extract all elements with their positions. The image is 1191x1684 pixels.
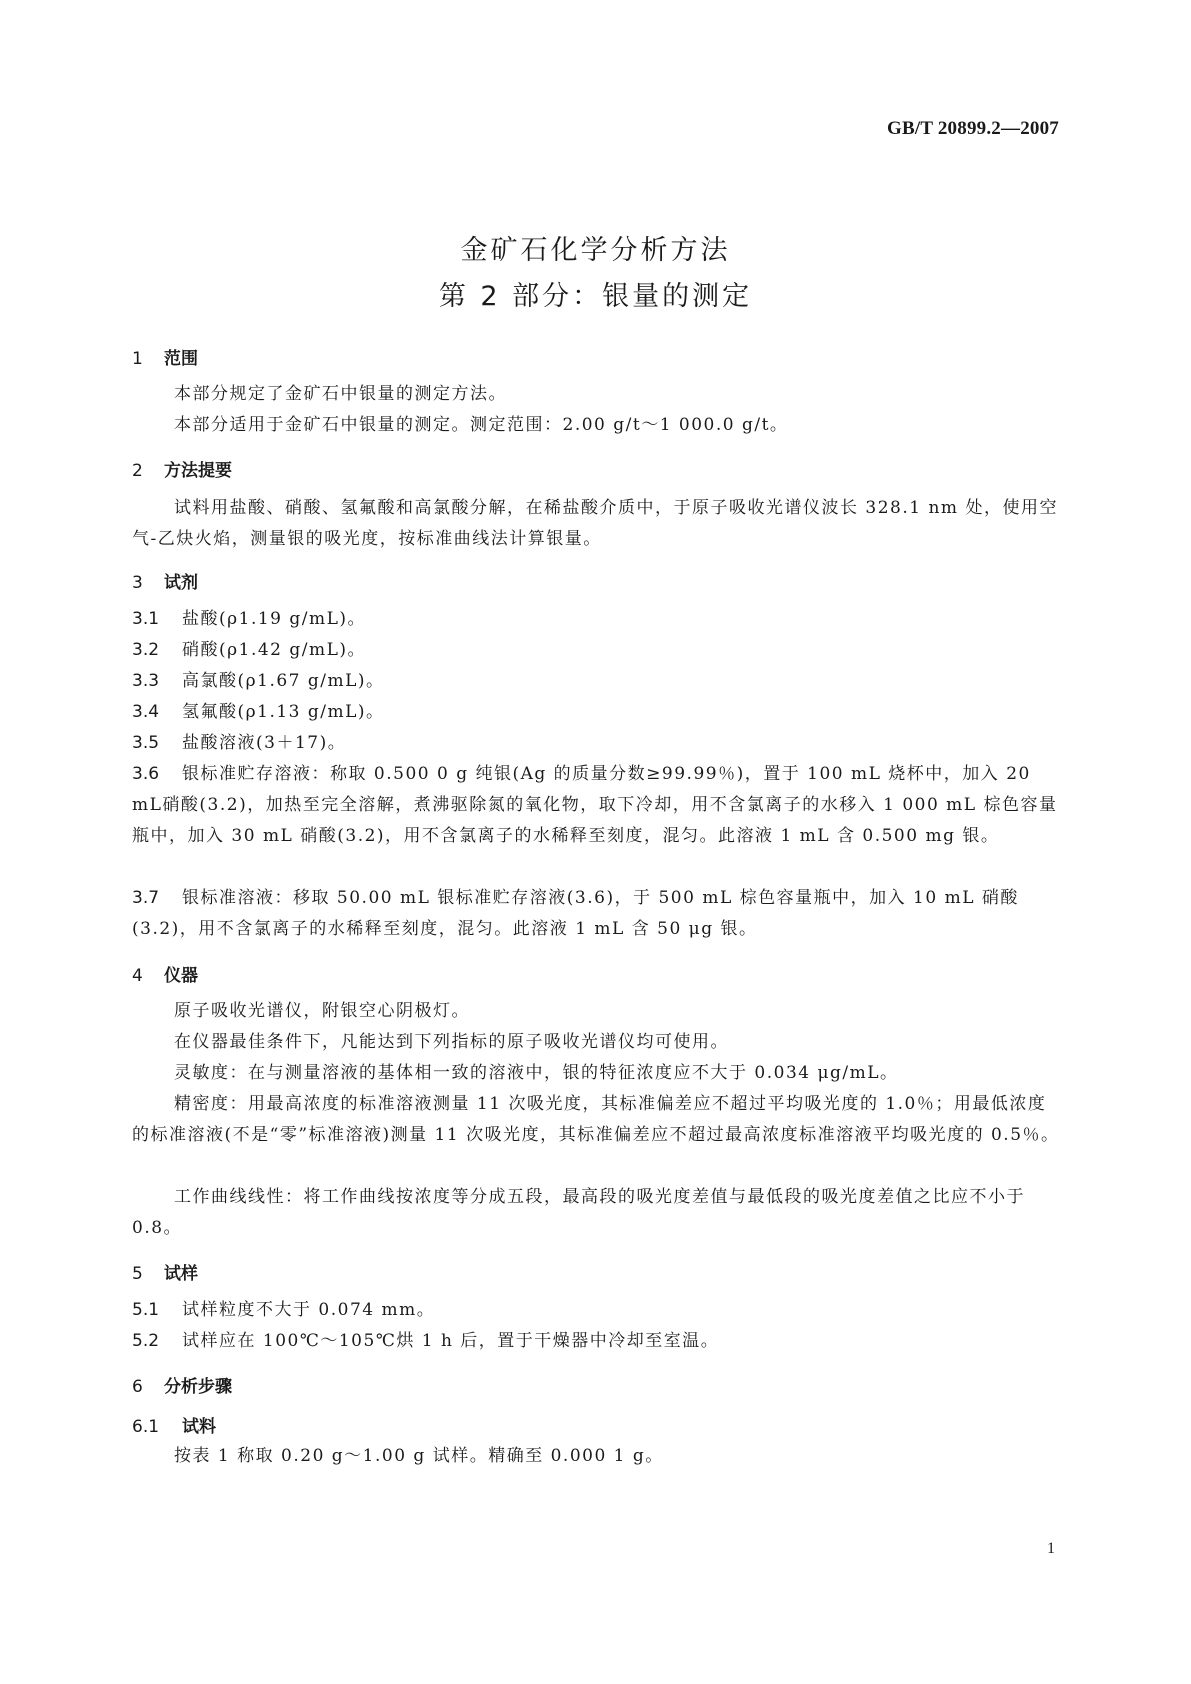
list-item — [132, 604, 1061, 635]
subsection-heading-test-portion — [132, 1412, 216, 1437]
paragraph: 在仪器最佳条件下，凡能达到下列指标的原子吸收光谱仪均可使用。 — [174, 1032, 729, 1052]
section-number: 3 — [132, 573, 143, 593]
section-number: 6 — [132, 1377, 143, 1397]
item-number: 3.7 — [132, 888, 160, 908]
section-number: 5 — [132, 1264, 143, 1284]
section-number: 4 — [132, 966, 143, 986]
item-text: 高氯酸(ρ1.67 g/mL)。 — [182, 671, 385, 691]
paragraph: 工作曲线线性：将工作曲线按浓度等分成五段，最高段的吸光度差值与最低段的吸光度差值之比应不小于 0.8。 — [132, 1187, 1025, 1238]
document-title: 金矿石化学分析方法 — [460, 235, 731, 266]
subsection-number: 6.1 — [132, 1417, 160, 1437]
standard-code: GB/T 20899.2—2007 — [887, 118, 1059, 139]
item-text: 银标准贮存溶液：称取 0.500 0 g 纯银(Ag 的质量分数≥99.99％)，置于 100 mL 烧杯中，加入 20 mL硝酸(3.2)，加热至完全溶解，煮沸驱除氮的氧化物，取下冷却，用不含氯离子的水移入 1 000 mL 棕色容量瓶中，加入 30 mL 硝酸(3.2)，用不含氯离子的水稀释至刻度，混匀。此溶液 1 mL 含 0.500 mg 银。 — [132, 764, 1058, 846]
list-item — [132, 883, 1061, 945]
paragraph: 原子吸收光谱仪，附银空心阴极灯。 — [174, 1001, 470, 1021]
item-number: 3.2 — [132, 640, 160, 660]
paragraph: 本部分规定了金矿石中银量的测定方法。 — [174, 384, 507, 404]
item-text: 银标准溶液：移取 50.00 mL 银标准贮存溶液(3.6)，于 500 mL 棕色容量瓶中，加入 10 mL 硝酸(3.2)，用不含氯离子的水稀释至刻度，混匀。此溶液 1 mL 含 50 μg 银。 — [132, 888, 1019, 939]
subsection-title: 试料 — [182, 1417, 216, 1437]
list-item — [132, 697, 1061, 728]
item-text: 盐酸(ρ1.19 g/mL)。 — [182, 609, 367, 629]
item-text: 氢氟酸(ρ1.13 g/mL)。 — [182, 702, 385, 722]
section-title: 方法提要 — [164, 461, 232, 481]
item-number: 5.1 — [132, 1300, 160, 1320]
list-item — [132, 1326, 1061, 1357]
item-number: 3.4 — [132, 702, 160, 722]
paragraph: 灵敏度：在与测量溶液的基体相一致的溶液中，银的特征浓度应不大于 0.034 μg/mL。 — [174, 1063, 899, 1083]
list-item — [132, 728, 1061, 759]
paragraph: 试料用盐酸、硝酸、氢氟酸和高氯酸分解，在稀盐酸介质中，于原子吸收光谱仪波长 328.1 nm 处，使用空气-乙炔火焰，测量银的吸光度，按标准曲线法计算银量。 — [132, 498, 1058, 549]
item-text: 试样应在 100℃～105℃烘 1 h 后，置于干燥器中冷却至室温。 — [182, 1331, 720, 1351]
item-text: 硝酸(ρ1.42 g/mL)。 — [182, 640, 367, 660]
page-number: 1 — [1047, 1540, 1055, 1557]
document-subtitle: 第 2 部分：银量的测定 — [438, 281, 753, 312]
item-number: 3.1 — [132, 609, 160, 629]
section-heading-apparatus — [132, 961, 198, 986]
list-item — [132, 635, 1061, 666]
section-heading-scope — [132, 344, 198, 369]
section-number: 1 — [132, 349, 143, 369]
list-item — [132, 1295, 1061, 1326]
section-heading-principle — [132, 456, 232, 481]
list-item — [132, 759, 1061, 852]
paragraph: 本部分适用于金矿石中银量的测定。测定范围：2.00 g/t～1 000.0 g/t。 — [174, 415, 789, 435]
item-text: 盐酸溶液(3＋17)。 — [182, 733, 347, 753]
list-item — [132, 666, 1061, 697]
item-number: 3.5 — [132, 733, 160, 753]
section-heading-sample — [132, 1259, 198, 1284]
section-heading-procedure — [132, 1372, 232, 1397]
section-heading-reagents — [132, 568, 198, 593]
paragraph: 按表 1 称取 0.20 g～1.00 g 试样。精确至 0.000 1 g。 — [174, 1446, 664, 1466]
section-title: 分析步骤 — [164, 1377, 232, 1397]
item-number: 5.2 — [132, 1331, 160, 1351]
item-number: 3.3 — [132, 671, 160, 691]
section-title: 仪器 — [164, 966, 198, 986]
section-title: 试剂 — [164, 573, 198, 593]
section-number: 2 — [132, 461, 143, 481]
item-number: 3.6 — [132, 764, 160, 784]
paragraph: 精密度：用最高浓度的标准溶液测量 11 次吸光度，其标准偏差应不超过平均吸光度的 1.0％；用最低浓度的标准溶液(不是“零”标准溶液)测量 11 次吸光度，其标准偏差应不超过最高浓度标准溶液平均吸光度的 0.5％。 — [132, 1094, 1060, 1145]
section-title: 试样 — [164, 1264, 198, 1284]
section-title: 范围 — [164, 349, 198, 369]
item-text: 试样粒度不大于 0.074 mm。 — [182, 1300, 436, 1320]
